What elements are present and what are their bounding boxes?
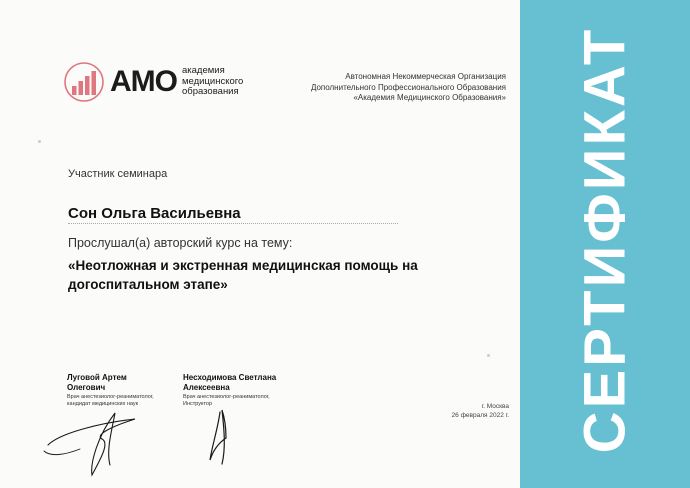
participant-name: Сон Ольга Васильевна xyxy=(68,205,241,222)
course-label: Прослушал(а) авторский курс на тему: xyxy=(68,236,293,250)
logo xyxy=(64,62,252,102)
organization-line-1: Автономная Некоммерческая Организация xyxy=(345,72,506,81)
course-title-line-2: догоспитальном этапе» xyxy=(68,277,228,292)
logo-bars-icon xyxy=(64,62,104,102)
signer-2-role-line-2: Инструктор xyxy=(183,401,213,407)
course-title-line-1: «Неотложная и экстренная медицинская помощь на xyxy=(68,258,418,273)
place-city: г. Москва xyxy=(481,403,509,410)
organization-info xyxy=(306,72,506,104)
paper-speck xyxy=(38,140,41,143)
signer-2-role xyxy=(183,394,293,408)
organization-line-3: «Академия Медицинского Образования» xyxy=(353,93,506,102)
signer-2 xyxy=(183,373,293,408)
signer-1-name-line-1: Луговой Артем xyxy=(67,373,127,382)
certificate-title: СЕРТИФИКАТ xyxy=(572,26,638,454)
place-and-date xyxy=(452,402,509,420)
paper-speck xyxy=(487,354,490,357)
signer-2-name-line-1: Несходимова Светлана xyxy=(183,373,277,382)
participant-label: Участник семинара xyxy=(68,168,168,180)
organization-line-2: Дополнительного Профессионального Образования xyxy=(310,82,506,92)
signer-1 xyxy=(67,373,177,408)
place-date: 26 февраля 2022 г. xyxy=(451,412,509,419)
signer-2-name-line-2: Алексеевна xyxy=(183,382,230,392)
logo-abbreviation: АМО xyxy=(110,65,177,98)
signer-2-role-line-1: Врач анестезиолог-реаниматолог, xyxy=(183,394,270,400)
signer-1-name-line-2: Олегович xyxy=(67,382,106,392)
signature-2 xyxy=(200,408,240,468)
signer-1-role-line-1: Врач анестезиолог-реаниматолог, xyxy=(67,394,154,400)
signer-1-role-line-2: кандидат медицинских наук xyxy=(67,401,139,407)
course-title xyxy=(68,256,468,294)
signature-1 xyxy=(40,405,150,480)
name-underline xyxy=(68,223,398,224)
logo-name: академия медицинского образования xyxy=(182,65,244,98)
